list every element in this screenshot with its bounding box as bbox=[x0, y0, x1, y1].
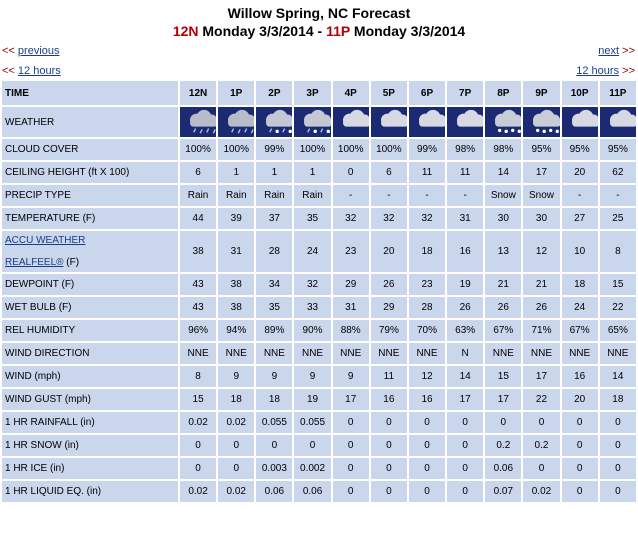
table-cell: 18 bbox=[562, 274, 598, 295]
table-cell: 19 bbox=[447, 274, 483, 295]
rain-icon bbox=[218, 108, 254, 136]
table-cell: 14 bbox=[447, 366, 483, 387]
table-cell: 100% bbox=[371, 139, 407, 160]
row-label: WIND GUST (mph) bbox=[2, 389, 178, 410]
table-cell: 21 bbox=[485, 274, 521, 295]
cloudy-icon bbox=[409, 108, 445, 136]
table-cell: 0 bbox=[600, 412, 636, 433]
table-cell: 0 bbox=[447, 412, 483, 433]
weather-label: WEATHER bbox=[2, 107, 178, 137]
table-cell: 14 bbox=[485, 162, 521, 183]
data-row bbox=[2, 389, 636, 410]
table-cell: 94% bbox=[218, 320, 254, 341]
table-cell: 32 bbox=[409, 208, 445, 229]
table-cell: 43 bbox=[180, 297, 216, 318]
table-cell: 8 bbox=[600, 231, 636, 272]
weather-cell bbox=[523, 107, 559, 137]
table-cell: 88% bbox=[333, 320, 369, 341]
data-row bbox=[2, 320, 636, 341]
rain-snow-icon bbox=[256, 108, 292, 136]
table-cell: 0 bbox=[600, 481, 636, 502]
table-cell: 23 bbox=[409, 274, 445, 295]
realfeel-label bbox=[2, 231, 178, 272]
table-cell: 98% bbox=[485, 139, 521, 160]
table-cell: 67% bbox=[562, 320, 598, 341]
table-cell: NNE bbox=[294, 343, 330, 364]
table-cell: 18 bbox=[256, 389, 292, 410]
hour-header: 8P bbox=[485, 81, 521, 105]
table-cell: 95% bbox=[562, 139, 598, 160]
data-row bbox=[2, 162, 636, 183]
table-cell: 26 bbox=[371, 274, 407, 295]
table-cell: 95% bbox=[600, 139, 636, 160]
table-cell: 37 bbox=[256, 208, 292, 229]
hour-header: 11P bbox=[600, 81, 636, 105]
table-cell: 35 bbox=[294, 208, 330, 229]
row-label: DEWPOINT (F) bbox=[2, 274, 178, 295]
double-left-arrow-icon: << bbox=[2, 45, 15, 57]
table-cell: 39 bbox=[218, 208, 254, 229]
table-cell: 0 bbox=[447, 458, 483, 479]
table-cell: NNE bbox=[180, 343, 216, 364]
double-left-arrow-icon: << bbox=[2, 65, 15, 77]
weather-cell bbox=[180, 107, 216, 137]
table-cell: 0 bbox=[333, 412, 369, 433]
data-row bbox=[2, 139, 636, 160]
table-cell: 12 bbox=[523, 231, 559, 272]
cloudy-icon bbox=[371, 108, 407, 136]
table-cell: 31 bbox=[447, 208, 483, 229]
table-cell: - bbox=[371, 185, 407, 206]
previous-link[interactable]: previous bbox=[17, 45, 60, 57]
table-cell: 0 bbox=[218, 458, 254, 479]
table-cell: 10 bbox=[562, 231, 598, 272]
table-cell: NNE bbox=[409, 343, 445, 364]
range-start-time: 12N bbox=[172, 23, 199, 39]
table-cell: 0 bbox=[600, 435, 636, 456]
table-cell: 65% bbox=[600, 320, 636, 341]
table-cell: 79% bbox=[371, 320, 407, 341]
table-cell: 0 bbox=[447, 435, 483, 456]
table-cell: 100% bbox=[180, 139, 216, 160]
table-cell: 8 bbox=[180, 366, 216, 387]
table-cell: 17 bbox=[523, 162, 559, 183]
hour-header: 9P bbox=[523, 81, 559, 105]
table-cell: 34 bbox=[256, 274, 292, 295]
table-cell: - bbox=[447, 185, 483, 206]
table-cell: 70% bbox=[409, 320, 445, 341]
next-link[interactable]: next bbox=[598, 45, 620, 57]
table-cell: 0 bbox=[333, 162, 369, 183]
table-cell: 99% bbox=[256, 139, 292, 160]
accuweather-link[interactable]: ACCU WEATHER bbox=[5, 235, 86, 246]
table-cell: 0 bbox=[371, 458, 407, 479]
table-cell: 44 bbox=[180, 208, 216, 229]
weather-cell bbox=[256, 107, 292, 137]
table-cell: 1 bbox=[256, 162, 292, 183]
table-cell: 0.06 bbox=[485, 458, 521, 479]
table-cell: 100% bbox=[218, 139, 254, 160]
table-cell: 20 bbox=[562, 389, 598, 410]
table-cell: 19 bbox=[294, 389, 330, 410]
data-row bbox=[2, 458, 636, 479]
data-row bbox=[2, 297, 636, 318]
table-cell: 0.2 bbox=[523, 435, 559, 456]
hour-header: 7P bbox=[447, 81, 483, 105]
table-cell: Rain bbox=[180, 185, 216, 206]
range-separator: - bbox=[313, 23, 327, 39]
table-cell: 89% bbox=[256, 320, 292, 341]
table-cell: 9 bbox=[294, 366, 330, 387]
weather-cell bbox=[447, 107, 483, 137]
table-cell: 30 bbox=[485, 208, 521, 229]
hour-header: 3P bbox=[294, 81, 330, 105]
table-cell: 21 bbox=[523, 274, 559, 295]
row-label: PRECIP TYPE bbox=[2, 185, 178, 206]
table-cell: 20 bbox=[371, 231, 407, 272]
table-cell: 0.06 bbox=[294, 481, 330, 502]
table-cell: 0 bbox=[409, 412, 445, 433]
table-cell: 100% bbox=[294, 139, 330, 160]
table-cell: 17 bbox=[447, 389, 483, 410]
table-cell: 0 bbox=[562, 435, 598, 456]
row-label: 1 HR ICE (in) bbox=[2, 458, 178, 479]
table-cell: 24 bbox=[294, 231, 330, 272]
table-cell: 67% bbox=[485, 320, 521, 341]
weather-cell bbox=[371, 107, 407, 137]
table-cell: Snow bbox=[485, 185, 521, 206]
data-row bbox=[2, 343, 636, 364]
table-cell: 16 bbox=[409, 389, 445, 410]
weather-cell bbox=[294, 107, 330, 137]
hour-header: 10P bbox=[562, 81, 598, 105]
table-cell: 0 bbox=[523, 412, 559, 433]
table-header-row bbox=[2, 81, 636, 105]
table-cell: 11 bbox=[371, 366, 407, 387]
table-cell: 38 bbox=[218, 274, 254, 295]
table-cell: 17 bbox=[523, 366, 559, 387]
page-title: Willow Spring, NC Forecast bbox=[227, 5, 411, 21]
table-cell: 0 bbox=[562, 458, 598, 479]
table-cell: 31 bbox=[218, 231, 254, 272]
hour-header: 6P bbox=[409, 81, 445, 105]
weather-cell bbox=[600, 107, 636, 137]
table-cell: 99% bbox=[409, 139, 445, 160]
table-cell: 9 bbox=[333, 366, 369, 387]
table-cell: 11 bbox=[409, 162, 445, 183]
table-cell: 32 bbox=[333, 208, 369, 229]
table-cell: 98% bbox=[447, 139, 483, 160]
back-12-hours-nav[interactable] bbox=[2, 65, 61, 78]
table-cell: 31 bbox=[333, 297, 369, 318]
snow-icon bbox=[485, 108, 521, 136]
table-cell: Rain bbox=[256, 185, 292, 206]
table-cell: 15 bbox=[485, 366, 521, 387]
cloudy-icon bbox=[562, 108, 598, 136]
table-cell: 38 bbox=[218, 297, 254, 318]
table-cell: - bbox=[333, 185, 369, 206]
table-cell: 29 bbox=[333, 274, 369, 295]
hour-header: 12N bbox=[180, 81, 216, 105]
hour-header: 2P bbox=[256, 81, 292, 105]
table-cell: 26 bbox=[485, 297, 521, 318]
table-cell: 12 bbox=[409, 366, 445, 387]
table-cell: NNE bbox=[256, 343, 292, 364]
forecast-table bbox=[0, 79, 638, 504]
table-cell: 0 bbox=[218, 435, 254, 456]
weather-cell bbox=[562, 107, 598, 137]
table-cell: N bbox=[447, 343, 483, 364]
table-cell: 0 bbox=[409, 458, 445, 479]
table-cell: 0.02 bbox=[218, 481, 254, 502]
row-label: 1 HR SNOW (in) bbox=[2, 435, 178, 456]
table-cell: - bbox=[600, 185, 636, 206]
row-label: WIND (mph) bbox=[2, 366, 178, 387]
double-right-arrow-icon: >> bbox=[622, 65, 635, 77]
table-cell: 15 bbox=[180, 389, 216, 410]
table-cell: - bbox=[409, 185, 445, 206]
cloudy-icon bbox=[600, 108, 636, 136]
table-cell: - bbox=[562, 185, 598, 206]
table-cell: 9 bbox=[218, 366, 254, 387]
hour-header: 5P bbox=[371, 81, 407, 105]
table-cell: Snow bbox=[523, 185, 559, 206]
hour-header: 1P bbox=[218, 81, 254, 105]
realfeel-row bbox=[2, 231, 636, 272]
table-cell: 16 bbox=[371, 389, 407, 410]
table-cell: 43 bbox=[180, 274, 216, 295]
table-cell: 35 bbox=[256, 297, 292, 318]
table-cell: 1 bbox=[294, 162, 330, 183]
table-cell: 0 bbox=[485, 412, 521, 433]
table-cell: 18 bbox=[600, 389, 636, 410]
table-cell: 71% bbox=[523, 320, 559, 341]
table-cell: NNE bbox=[333, 343, 369, 364]
table-cell: 0 bbox=[371, 435, 407, 456]
table-cell: 62 bbox=[600, 162, 636, 183]
weather-row bbox=[2, 107, 636, 137]
realfeel-link[interactable]: REALFEEL® bbox=[5, 257, 64, 268]
table-cell: 0 bbox=[409, 481, 445, 502]
table-cell: 0.06 bbox=[256, 481, 292, 502]
table-cell: NNE bbox=[523, 343, 559, 364]
weather-cell bbox=[218, 107, 254, 137]
table-cell: 18 bbox=[409, 231, 445, 272]
row-label: REL HUMIDITY bbox=[2, 320, 178, 341]
time-label: TIME bbox=[2, 81, 178, 105]
table-cell: 0.02 bbox=[180, 412, 216, 433]
weather-cell bbox=[485, 107, 521, 137]
table-cell: 26 bbox=[447, 297, 483, 318]
table-cell: NNE bbox=[600, 343, 636, 364]
table-cell: 6 bbox=[180, 162, 216, 183]
table-cell: 11 bbox=[447, 162, 483, 183]
table-cell: 0 bbox=[294, 435, 330, 456]
cloudy-icon bbox=[333, 108, 369, 136]
range-end-time: 11P bbox=[326, 23, 351, 39]
row-label: WET BULB (F) bbox=[2, 297, 178, 318]
forecast-range bbox=[0, 22, 638, 40]
table-cell: 29 bbox=[371, 297, 407, 318]
table-cell: Rain bbox=[218, 185, 254, 206]
table-cell: 26 bbox=[523, 297, 559, 318]
table-cell: 0 bbox=[409, 435, 445, 456]
table-cell: 0.055 bbox=[256, 412, 292, 433]
table-cell: 18 bbox=[218, 389, 254, 410]
table-cell: 0 bbox=[180, 435, 216, 456]
table-cell: NNE bbox=[562, 343, 598, 364]
row-label: CLOUD COVER bbox=[2, 139, 178, 160]
table-cell: 0 bbox=[333, 481, 369, 502]
table-cell: 95% bbox=[523, 139, 559, 160]
snow-icon bbox=[523, 108, 559, 136]
table-cell: 1 bbox=[218, 162, 254, 183]
forward-12-hours-nav[interactable] bbox=[576, 65, 635, 78]
table-cell: 0.002 bbox=[294, 458, 330, 479]
table-cell: 96% bbox=[180, 320, 216, 341]
table-cell: 25 bbox=[600, 208, 636, 229]
table-cell: 28 bbox=[256, 231, 292, 272]
table-cell: 30 bbox=[523, 208, 559, 229]
data-row bbox=[2, 435, 636, 456]
weather-cell bbox=[409, 107, 445, 137]
table-cell: Rain bbox=[294, 185, 330, 206]
table-cell: 0 bbox=[180, 458, 216, 479]
table-cell: 0 bbox=[333, 435, 369, 456]
table-cell: NNE bbox=[485, 343, 521, 364]
table-cell: 28 bbox=[409, 297, 445, 318]
table-cell: 0 bbox=[600, 458, 636, 479]
table-cell: 0 bbox=[562, 481, 598, 502]
table-cell: 0.02 bbox=[523, 481, 559, 502]
table-cell: 9 bbox=[256, 366, 292, 387]
table-cell: 0 bbox=[371, 481, 407, 502]
table-cell: 100% bbox=[333, 139, 369, 160]
realfeel-unit: (F) bbox=[63, 257, 80, 268]
data-row bbox=[2, 412, 636, 433]
table-cell: 23 bbox=[333, 231, 369, 272]
table-cell: NNE bbox=[371, 343, 407, 364]
rain-snow-icon bbox=[294, 108, 330, 136]
table-cell: 15 bbox=[600, 274, 636, 295]
table-cell: 13 bbox=[485, 231, 521, 272]
table-cell: 0.02 bbox=[218, 412, 254, 433]
table-cell: 0.2 bbox=[485, 435, 521, 456]
table-cell: 0.07 bbox=[485, 481, 521, 502]
row-label: 1 HR LIQUID EQ. (in) bbox=[2, 481, 178, 502]
table-cell: 24 bbox=[562, 297, 598, 318]
rain-icon bbox=[180, 108, 216, 136]
table-cell: 38 bbox=[180, 231, 216, 272]
table-cell: 6 bbox=[371, 162, 407, 183]
data-row bbox=[2, 366, 636, 387]
row-label: 1 HR RAINFALL (in) bbox=[2, 412, 178, 433]
table-cell: 33 bbox=[294, 297, 330, 318]
range-start-date: Monday 3/3/2014 bbox=[198, 23, 314, 39]
hour-header: 4P bbox=[333, 81, 369, 105]
data-row bbox=[2, 481, 636, 502]
table-cell: 0 bbox=[447, 481, 483, 502]
table-cell: 0.02 bbox=[180, 481, 216, 502]
table-cell: 14 bbox=[600, 366, 636, 387]
table-cell: 16 bbox=[447, 231, 483, 272]
table-cell: 0.003 bbox=[256, 458, 292, 479]
table-cell: 32 bbox=[371, 208, 407, 229]
table-cell: 90% bbox=[294, 320, 330, 341]
table-cell: 20 bbox=[562, 162, 598, 183]
table-cell: 16 bbox=[562, 366, 598, 387]
table-cell: 0 bbox=[562, 412, 598, 433]
table-cell: 22 bbox=[600, 297, 636, 318]
row-label: WIND DIRECTION bbox=[2, 343, 178, 364]
table-cell: 17 bbox=[485, 389, 521, 410]
previous-nav[interactable] bbox=[2, 45, 60, 58]
table-cell: 63% bbox=[447, 320, 483, 341]
double-right-arrow-icon: >> bbox=[622, 45, 635, 57]
table-cell: 0 bbox=[371, 412, 407, 433]
row-label: TEMPERATURE (F) bbox=[2, 208, 178, 229]
table-cell: 0 bbox=[333, 458, 369, 479]
table-cell: 27 bbox=[562, 208, 598, 229]
table-cell: 17 bbox=[333, 389, 369, 410]
table-cell: 0 bbox=[523, 458, 559, 479]
cloudy-icon bbox=[447, 108, 483, 136]
data-row bbox=[2, 208, 636, 229]
forward-12-hours-link[interactable]: 12 hours bbox=[576, 65, 620, 77]
table-cell: 0.055 bbox=[294, 412, 330, 433]
range-end-date: Monday 3/3/2014 bbox=[350, 23, 466, 39]
next-nav[interactable] bbox=[598, 45, 635, 58]
weather-cell bbox=[333, 107, 369, 137]
data-row bbox=[2, 274, 636, 295]
data-row bbox=[2, 185, 636, 206]
table-cell: 32 bbox=[294, 274, 330, 295]
table-cell: NNE bbox=[218, 343, 254, 364]
table-cell: 22 bbox=[523, 389, 559, 410]
row-label: CEILING HEIGHT (ft X 100) bbox=[2, 162, 178, 183]
table-cell: 0 bbox=[256, 435, 292, 456]
back-12-hours-link[interactable]: 12 hours bbox=[17, 65, 61, 77]
